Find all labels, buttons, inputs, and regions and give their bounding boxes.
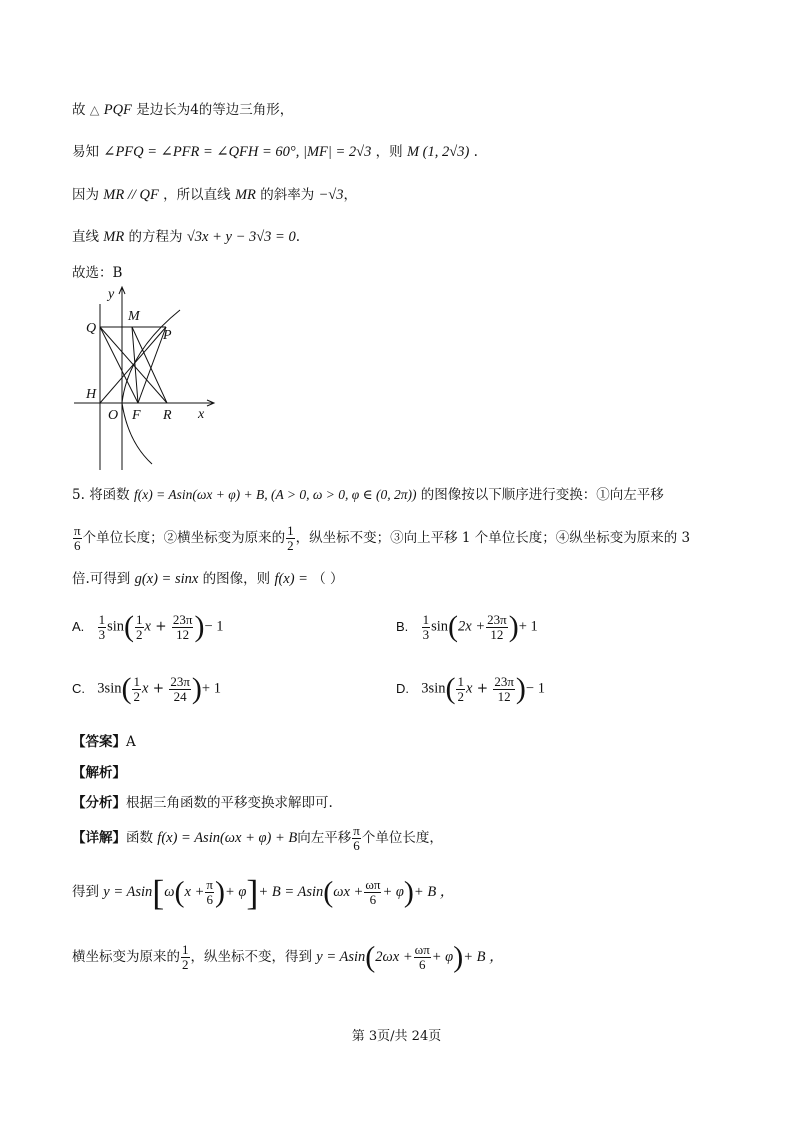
label-m: M bbox=[128, 309, 140, 324]
text: 的图像按以下顺序进行变换：①向左平移 bbox=[420, 487, 664, 503]
option-c[interactable]: C. 3sin( $\frac{1}{2}$ x + $\frac{23\pi}{24}$ )+ 1 bbox=[72, 672, 221, 705]
math-function: f(x) = Asin(ωx + φ) + B, (A > 0, ω > 0, φ ∈ (0, 2π)) bbox=[133, 487, 417, 502]
fenxi-line bbox=[72, 792, 333, 814]
option-label: A. bbox=[72, 618, 85, 634]
label-x: x bbox=[198, 407, 205, 422]
text: 的图像，则 bbox=[202, 571, 271, 587]
answer-value: A bbox=[126, 734, 136, 750]
analysis-line bbox=[72, 762, 126, 784]
label-h: H bbox=[86, 387, 97, 402]
line-5 bbox=[72, 262, 122, 284]
line-2: 易知 ∠PFQ = ∠PFR = ∠QFH = 60°, |MF| = 2√3 ，则 M (1, 2√3) . bbox=[72, 144, 478, 160]
page-footer bbox=[0, 1025, 793, 1044]
text: 故 bbox=[72, 102, 86, 118]
option-label: D. bbox=[396, 680, 409, 696]
question-number: 5. bbox=[72, 487, 85, 503]
analysis-tag: 【解析】 bbox=[72, 765, 126, 781]
label-f: F bbox=[132, 408, 141, 423]
text: 直线 bbox=[72, 229, 99, 245]
math-fx: f(x) = bbox=[274, 571, 308, 587]
fraction-1-2: $\frac{1}{2}$ bbox=[182, 942, 189, 972]
fraction-pi-6: $\frac{\pi}{6}$ bbox=[353, 823, 360, 853]
text: 易知 bbox=[72, 144, 99, 160]
question-5-line-2 bbox=[72, 522, 690, 554]
label-y: y bbox=[108, 287, 115, 302]
text: 是边长为4的等边三角形， bbox=[136, 102, 294, 118]
derivation-line-1: 得到 y = Asin[ω(x + $\frac{\pi}{6}$ )+ φ]+ B = Asin(ωx + $\frac{\omega\pi}{6}$ + φ)+ B ， bbox=[72, 872, 455, 913]
fenxi-tag: 【分析】 bbox=[72, 795, 126, 811]
text: 的方程为 bbox=[128, 229, 183, 245]
label-o: O bbox=[108, 408, 119, 423]
triangle-symbol: △ bbox=[89, 102, 100, 117]
answer-tag: 【答案】 bbox=[72, 734, 126, 750]
option-label: B. bbox=[396, 618, 409, 634]
option-b[interactable]: B. $\frac{1}{3}$ sin(2x + $\frac{23\pi}{12}$ )+ 1 bbox=[396, 610, 538, 643]
math-pqf: PQF bbox=[103, 102, 132, 118]
question-5-line-3 bbox=[72, 568, 344, 590]
line-1 bbox=[72, 99, 293, 121]
geometry-figure bbox=[70, 282, 220, 472]
question-5-line-1 bbox=[72, 484, 664, 506]
text: 的斜率为 bbox=[260, 187, 315, 203]
label-p: P bbox=[163, 328, 172, 343]
math-point-m: M (1, 2√3) bbox=[406, 144, 470, 160]
fraction-pi-6: $\frac{\pi}{6}$ bbox=[74, 523, 81, 553]
label-r: R bbox=[163, 408, 172, 423]
segment-qf bbox=[100, 327, 138, 403]
fraction-1-2: $\frac{1}{2}$ bbox=[287, 523, 294, 553]
math-slope: −√3 bbox=[318, 187, 344, 203]
text: 因为 bbox=[72, 187, 99, 203]
blank: （ ） bbox=[312, 571, 344, 587]
fenxi-text: 根据三角函数的平移变换求解即可. bbox=[126, 795, 333, 811]
math-parallel: MR // QF bbox=[103, 187, 159, 203]
line-4: 直线 MR 的方程为 √3x + y − 3√3 = 0. bbox=[72, 229, 301, 245]
xiangjie-tag: 【详解】 bbox=[72, 830, 126, 846]
option-d[interactable]: D. 3sin( $\frac{1}{2}$ x + $\frac{23\pi}{12}$ )− 1 bbox=[396, 672, 545, 705]
answer-line bbox=[72, 731, 136, 753]
text: 将函数 bbox=[89, 487, 130, 503]
math-function: f(x) = Asin(ωx + φ) + B bbox=[157, 830, 298, 846]
text: 个单位长度；②横坐标变为原来的 bbox=[82, 530, 286, 546]
math-mr: MR bbox=[234, 187, 256, 203]
text: ，纵坐标不变；③向上平移 1 个单位长度；④纵坐标变为原来的 3 bbox=[295, 530, 691, 546]
math-line-equation: √3x + y − 3√3 = 0 bbox=[186, 229, 296, 245]
math-g: g(x) = sinx bbox=[134, 571, 199, 587]
xiangjie-line: 【详解】函数 f(x) = Asin(ωx + φ) + B向左平移 $\frac{\pi}{6}$ 个单位长度， bbox=[72, 823, 443, 853]
line-3: 因为 MR // QF ，所以直线 MR 的斜率为 −√3， bbox=[72, 187, 357, 203]
math-mr: MR bbox=[103, 229, 125, 245]
derivation-line-2: 横坐标变为原来的 $\frac{1}{2}$ ，纵坐标不变，得到 y = Asin(2ωx + $\frac{\omega\pi}{6}$ + φ)+ B ， bbox=[72, 940, 504, 974]
option-a[interactable]: A. $\frac{1}{3}$ sin( $\frac{1}{2}$ x + $\frac{23\pi}{12}$ )− 1 bbox=[72, 610, 224, 643]
text: ，所以直线 bbox=[163, 187, 231, 203]
option-label: C. bbox=[72, 680, 85, 696]
label-q: Q bbox=[86, 321, 97, 336]
math-angles: ∠PFQ = ∠PFR = ∠QFH = 60°, |MF| = 2√3 bbox=[103, 144, 372, 160]
choice-text: 故选：B bbox=[72, 265, 123, 281]
text: ，则 bbox=[375, 144, 403, 160]
page-number: 第 3页/共 24页 bbox=[351, 1029, 442, 1044]
text: 倍.可得到 bbox=[72, 571, 131, 587]
